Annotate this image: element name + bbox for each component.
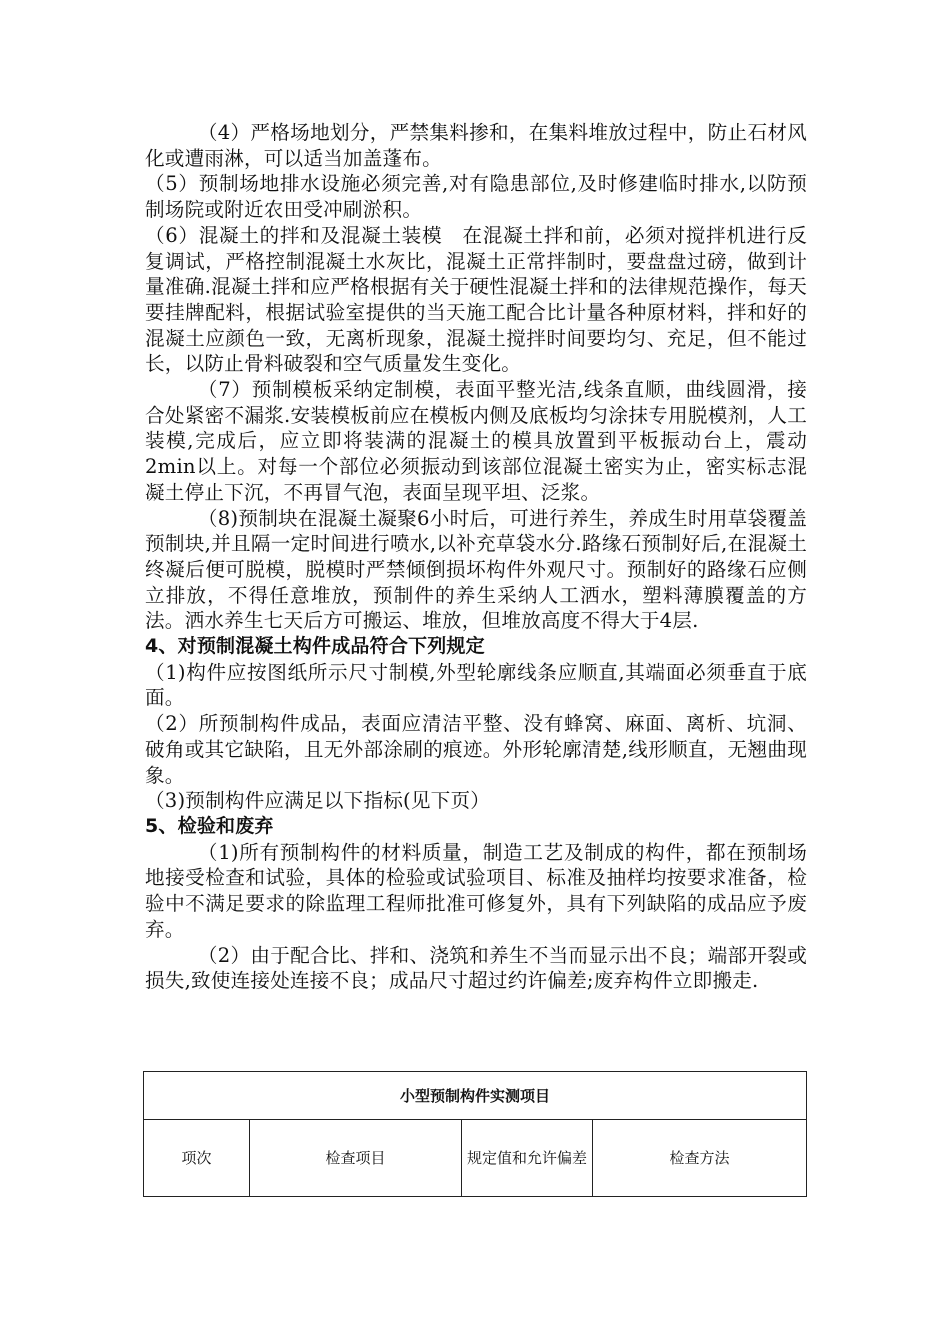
inspection-table <box>143 1071 807 1197</box>
table-title: 小型预制构件实测项目 <box>144 1072 807 1120</box>
column-header-tolerance: 规定值和允许偏差 <box>462 1120 593 1197</box>
section-heading-4: 4、对预制混凝土构件成品符合下列规定 <box>145 635 485 658</box>
table-title-row <box>144 1072 807 1120</box>
paragraph-rule-3: （3)预制构件应满足以下指标(见下页） <box>145 789 491 813</box>
paragraph-item-8: （8)预制块在混凝土凝聚6小时后，可进行养生，养成生时用草袋覆盖预制块,并且隔一定时间进行喷水,以补充草袋水分.路缘石预制好后,在混凝土终凝后便可脱模，脱模时严禁倾倒损坏构件外观尺寸。预制好的路缘石应侧立排放，不得任意堆放，预制件的养生采纳人工洒水，塑料薄膜覆盖的方法。洒水养生七天后方可搬运、堆放，但堆放高度不得大于4层. <box>145 506 807 633</box>
paragraph-item-5: （5）预制场地排水设施必须完善,对有隐患部位,及时修建临时排水,以防预制场院或附近农田受冲刷淤积。 <box>145 172 807 222</box>
paragraph-item-4: （4）严格场地划分，严禁集料掺和，在集料堆放过程中，防止石材风化或遭雨淋，可以适当加盖蓬布。 <box>145 121 807 170</box>
table-header-row <box>144 1120 807 1197</box>
paragraph-inspection-2: （2）由于配合比、拌和、浇筑和养生不当而显示出不良；端部开裂或损失,致使连接处连接不良；成品尺寸超过约许偏差;废弃构件立即搬走. <box>145 943 807 993</box>
paragraph-rule-2: （2）所预制构件成品，表面应清洁平整、没有蜂窝、麻面、离析、坑洞、破角或其它缺陷，且无外部涂刷的痕迹。外形轮廓清楚,线形顺直，无翘曲现象。 <box>145 712 807 787</box>
section-heading-5: 5、检验和废弃 <box>145 814 274 837</box>
paragraph-item-6: （6）混凝土的拌和及混凝土装模 在混凝土拌和前，必须对搅拌机进行反复调试，严格控制混凝土水灰比，混凝土正常拌制时，要盘盘过磅，做到计量准确.混凝土拌和应严格根据有关于硬性混凝土拌和的法律规范操作，每天要挂牌配料，根据试验室提供的当天施工配合比计量各种原材料，拌和好的混凝土应颜色一致，无离析现象，混凝土搅拌时间要均匀、充足，但不能过长，以防止骨料破裂和空气质量发生变化。 <box>145 223 807 376</box>
paragraph-rule-1: （1)构件应按图纸所示尺寸制模,外型轮廓线条应顺直,其端面必须垂直于底面。 <box>145 660 807 710</box>
column-header-method: 检查方法 <box>593 1120 807 1197</box>
column-header-check-item: 检查项目 <box>250 1120 462 1197</box>
paragraph-item-7: （7）预制模板采纳定制模，表面平整光洁,线条直顺，曲线圆滑，接合处紧密不漏浆.安装模板前应在模板内侧及底板均匀涂抹专用脱模剂，人工装模,完成后，应立即将装满的混凝土的模具放置到平板振动台上，震动2min以上。对每一个部位必须振动到该部位混凝土密实为止，密实标志混凝土停止下沉，不再冒气泡，表面呈现平坦、泛浆。 <box>145 378 807 504</box>
column-header-item-no: 项次 <box>144 1120 250 1197</box>
paragraph-inspection-1: （1)所有预制构件的材料质量，制造工艺及制成的构件，都在预制场地接受检查和试验，具体的检验或试验项目、标准及抽样均按要求准备，检验中不满足要求的除监理工程师批准可修复外，具有下列缺陷的成品应予废弃。 <box>145 840 807 941</box>
body-text <box>145 120 807 994</box>
